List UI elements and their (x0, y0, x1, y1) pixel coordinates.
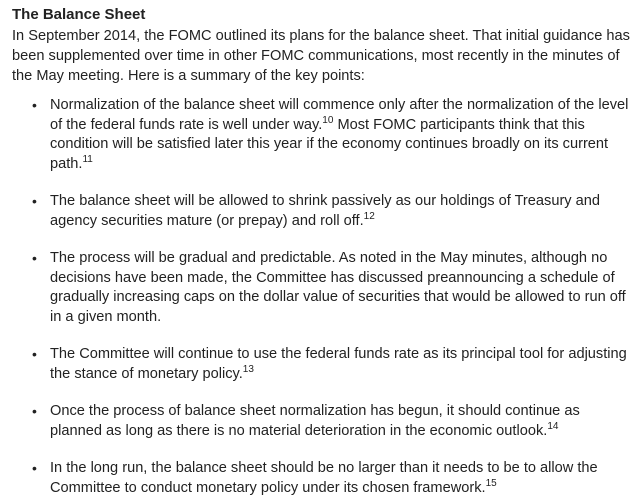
section-heading: The Balance Sheet (12, 6, 146, 23)
footnote-ref-13[interactable]: 13 (242, 363, 254, 375)
footnote-ref-11[interactable]: 11 (82, 153, 93, 165)
list-item (12, 192, 632, 231)
point-text-continued: Most FOMC participants think that this condition will be satisfied later this year if the economy continues broadly on its current path. (50, 116, 609, 172)
point-text: In the long run, the balance sheet should be no larger than it needs to be to allow the Committee to conduct monetary policy under its chosen framework. (50, 460, 598, 496)
list-item (12, 249, 632, 327)
footnote-ref-10[interactable]: 10 (322, 114, 334, 126)
point-text: The Committee will continue to use the federal funds rate as its principal tool for adjusting the stance of monetary policy. (50, 346, 627, 382)
point-text: Normalization of the balance sheet will commence only after the normalization of the level of the federal funds rate is well under way. (50, 97, 629, 133)
key-points-list (12, 96, 632, 498)
bullet-icon: • (32, 250, 37, 266)
footnote-ref-14[interactable]: 14 (547, 420, 559, 432)
bullet-icon: • (32, 403, 37, 419)
list-item (12, 459, 632, 498)
bullet-icon: • (32, 346, 37, 362)
point-text: Once the process of balance sheet normalization has begun, it should continue as planned as long as there is no material deterioration in the economic outlook. (50, 403, 580, 439)
list-item (12, 345, 632, 384)
bullet-icon: • (32, 193, 37, 209)
footnote-ref-12[interactable]: 12 (363, 210, 375, 222)
intro-paragraph: In September 2014, the FOMC outlined its plans for the balance sheet. That initial guidance has been supplemented over time in other FOMC communications, most recently in the minutes of the May meeting. Here is a summary of the key points: (12, 28, 630, 84)
footnote-ref-15[interactable]: 15 (485, 477, 497, 489)
point-text: The balance sheet will be allowed to shrink passively as our holdings of Treasury and agency securities mature (or prepay) and roll off. (50, 193, 601, 229)
bullet-icon: • (32, 460, 37, 476)
list-item (12, 96, 632, 174)
point-text: The process will be gradual and predictable. As noted in the May minutes, although no decisions have been made, the Committee has discussed preannouncing a schedule of gradually increasing caps on the dollar value of securities that would be allowed to run off in a given month. (50, 250, 626, 325)
bullet-icon: • (32, 97, 37, 113)
list-item (12, 402, 632, 441)
